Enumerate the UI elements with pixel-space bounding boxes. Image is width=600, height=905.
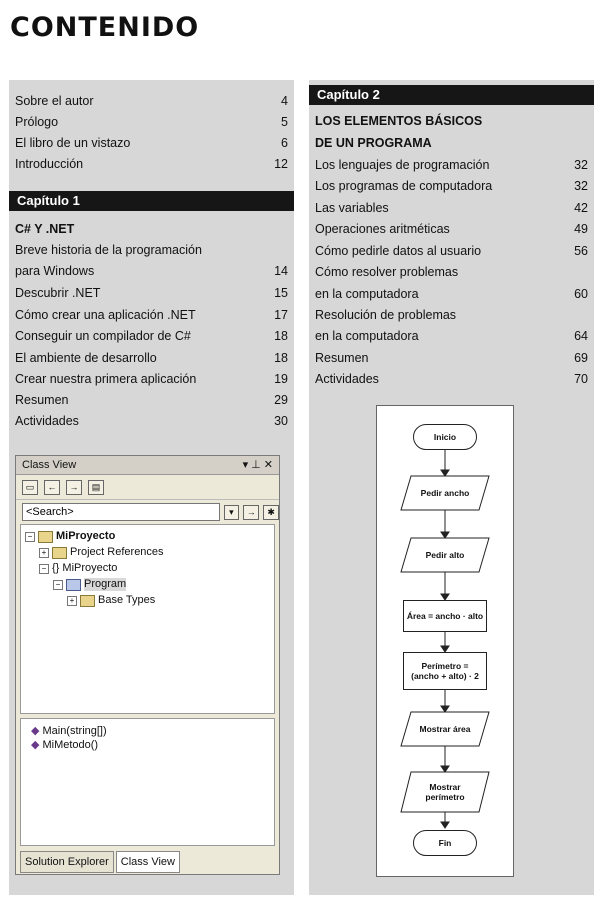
flowchart-step-perimeter: Perímetro = (ancho + alto) · 2 (403, 652, 487, 690)
toc-entry[interactable]: Crear nuestra primera aplicación 19 (15, 372, 288, 386)
toc-entry[interactable]: Descubrir .NET 15 (15, 286, 288, 300)
toc-entry[interactable]: Resumen 69 (315, 351, 588, 365)
toc-entry[interactable]: en la computadora 60 (315, 287, 588, 301)
class-view-toolbar (16, 475, 279, 500)
toc-entry[interactable]: Las variables 42 (315, 201, 588, 215)
tab-solution-explorer[interactable]: Solution Explorer (20, 851, 114, 873)
toc-entry[interactable]: en la computadora 64 (315, 329, 588, 343)
new-folder-icon[interactable]: ▭ (22, 480, 38, 495)
folder-icon (80, 595, 95, 607)
method-icon: ◆ (31, 725, 40, 737)
toc-entry[interactable]: Cómo crear una aplicación .NET 17 (15, 308, 288, 322)
window-controls[interactable]: ▾ ⊥ ✕ (242, 459, 273, 471)
member-item[interactable]: ◆ Main(string[]) (31, 725, 107, 737)
toc-entry[interactable]: Actividades 70 (315, 372, 588, 386)
tree-node-namespace[interactable]: − {} MiProyecto (39, 562, 117, 575)
chapter-header: Capítulo 1 (9, 191, 294, 211)
class-view-tabs (16, 848, 279, 874)
toc-entry[interactable]: Operaciones aritméticas 49 (315, 222, 588, 236)
tree-node-program[interactable]: − Program (53, 578, 126, 591)
expand-icon[interactable]: + (39, 548, 49, 558)
chapter-title: LOS ELEMENTOS BÁSICOS (315, 114, 483, 128)
search-dropdown-icon[interactable]: ▾ (224, 505, 240, 520)
class-icon (66, 579, 81, 591)
page-title: CONTENIDO (10, 12, 200, 43)
folder-icon (52, 547, 67, 559)
tree-node-project[interactable]: − MiProyecto (25, 530, 115, 543)
toc-entry[interactable]: Resumen 29 (15, 393, 288, 407)
flowchart-step-input-width: Pedir ancho (420, 488, 470, 498)
toc-entry[interactable]: Actividades 30 (15, 414, 288, 428)
collapse-icon[interactable]: − (39, 564, 49, 574)
flowchart (376, 405, 514, 877)
toc-entry[interactable]: El libro de un vistazo 6 (15, 136, 288, 150)
toc-entry[interactable]: Resolución de problemas (315, 308, 457, 322)
toc-entry[interactable]: para Windows 14 (15, 264, 288, 278)
class-tree (20, 524, 275, 714)
class-view-title: Class View (22, 459, 77, 471)
search-input[interactable] (22, 503, 220, 521)
members-pane (20, 718, 275, 846)
settings-dropdown-icon[interactable]: ▤ (88, 480, 104, 495)
forward-arrow-icon[interactable]: → (66, 480, 82, 495)
toc-entry[interactable]: Prólogo 5 (15, 115, 288, 129)
back-arrow-icon[interactable]: ← (44, 480, 60, 495)
toc-entry[interactable]: Cómo resolver problemas (315, 265, 459, 279)
toc-entry[interactable]: Sobre el autor 4 (15, 94, 288, 108)
collapse-icon[interactable]: − (53, 580, 63, 590)
method-icon: ◆ (31, 739, 40, 751)
chapter-title: DE UN PROGRAMA (315, 136, 432, 150)
tree-node-references[interactable]: + Project References (39, 546, 164, 559)
flowchart-start: Inicio (413, 424, 477, 450)
toc-entry[interactable]: Introducción 12 (15, 157, 288, 171)
flowchart-step-input-height: Pedir alto (425, 550, 465, 560)
expand-icon[interactable]: + (67, 596, 77, 606)
tree-node-base-types[interactable]: + Base Types (67, 594, 155, 607)
class-view-search-bar (16, 500, 279, 524)
collapse-icon[interactable]: − (25, 532, 35, 542)
tab-class-view[interactable]: Class View (116, 851, 180, 873)
chapter-header: Capítulo 2 (309, 85, 594, 105)
toc-entry[interactable]: Conseguir un compilador de C# 18 (15, 329, 288, 343)
chapter-title: C# Y .NET (15, 222, 75, 236)
flowchart-step-show-perimeter: Mostrar perímetro (425, 782, 465, 802)
toc-entry[interactable]: Los programas de computadora 32 (315, 179, 588, 193)
toc-entry[interactable]: Los lenguajes de programación 32 (315, 158, 588, 172)
search-go-icon[interactable]: → (243, 505, 259, 520)
toc-entry[interactable]: Breve historia de la programación (15, 243, 202, 257)
toc-entry[interactable]: El ambiente de desarrollo 18 (15, 351, 288, 365)
toc-entry[interactable]: Cómo pedirle datos al usuario 56 (315, 244, 588, 258)
flowchart-end: Fin (413, 830, 477, 856)
clear-search-icon[interactable]: ✱ (263, 505, 279, 520)
class-view-window (15, 455, 280, 875)
project-icon (38, 531, 53, 543)
member-item[interactable]: ◆ MiMetodo() (31, 739, 99, 751)
flowchart-step-show-area: Mostrar área (419, 724, 471, 734)
flowchart-step-area: Área = ancho · alto (403, 600, 487, 632)
class-view-titlebar (16, 456, 279, 475)
